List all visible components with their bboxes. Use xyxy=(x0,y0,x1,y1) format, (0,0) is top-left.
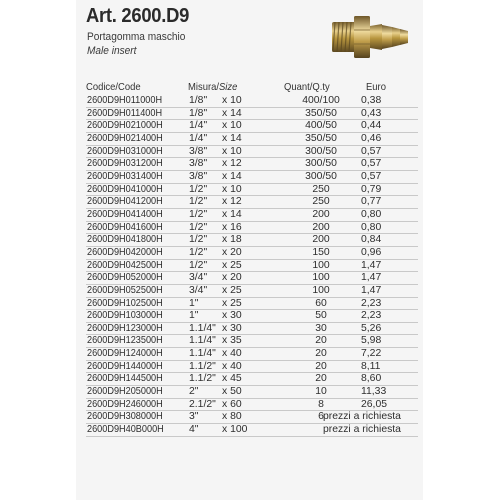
table-row xyxy=(86,323,418,336)
cell-thread-size: 3/8" xyxy=(189,170,208,182)
table-row xyxy=(86,310,418,323)
cell-hose-size: x 40 xyxy=(222,360,242,372)
cell-quantity: 400/100 xyxy=(302,95,340,106)
cell-hose-size: x 50 xyxy=(222,386,242,398)
article-title: Art. 2600.D9 xyxy=(86,5,190,27)
cell-hose-size: x 80 xyxy=(222,411,242,423)
table-row xyxy=(86,95,418,108)
cell-thread-size: 1.1/4" xyxy=(189,322,216,334)
cell-quantity: 250 xyxy=(312,183,330,195)
cell-quantity: 400/50 xyxy=(305,120,337,132)
cell-hose-size: x 30 xyxy=(222,322,242,334)
cell-quantity: 6 xyxy=(318,411,324,423)
cell-price: 0,43 xyxy=(361,107,382,119)
cell-price: 7,22 xyxy=(361,348,382,360)
cell-code: 2600D9H041600H xyxy=(87,221,163,233)
cell-hose-size: x 12 xyxy=(222,196,242,208)
table-row xyxy=(86,411,418,424)
table-row xyxy=(86,247,418,260)
cell-code: 2600D9H123000H xyxy=(87,322,163,334)
column-header-qty: Quant/Q.ty xyxy=(284,81,330,93)
cell-quantity: 100 xyxy=(312,272,330,284)
cell-quantity: 20 xyxy=(315,373,327,385)
cell-quantity: 200 xyxy=(312,221,330,233)
cell-quantity: 20 xyxy=(315,360,327,372)
cell-quantity: 200 xyxy=(312,234,330,246)
cell-thread-size: 1/4" xyxy=(189,120,208,132)
cell-hose-size: x 100 xyxy=(222,424,248,436)
cell-hose-size: x 10 xyxy=(222,183,242,195)
cell-thread-size: 1/2" xyxy=(189,246,208,258)
cell-hose-size: x 18 xyxy=(222,234,242,246)
cell-code: 2600D9H123500H xyxy=(87,335,163,347)
cell-code: 2600D9H042000H xyxy=(87,246,163,258)
table-row xyxy=(86,298,418,311)
cell-code: 2600D9H011400H xyxy=(87,107,163,119)
cell-hose-size: x 12 xyxy=(222,158,242,170)
cell-price: prezzi a richiesta xyxy=(323,411,401,423)
table-row xyxy=(86,260,418,273)
cell-hose-size: x 14 xyxy=(222,170,242,182)
table-row xyxy=(86,424,418,437)
cell-code: 2600D9H041800H xyxy=(87,234,163,246)
cell-code: 2600D9H021400H xyxy=(87,132,163,144)
table-row xyxy=(86,158,418,171)
cell-thread-size: 1/2" xyxy=(189,221,208,233)
cell-hose-size: x 10 xyxy=(222,120,242,132)
cell-price: 1,47 xyxy=(361,259,382,271)
cell-thread-size: 3/8" xyxy=(189,158,208,170)
cell-thread-size: 3/4" xyxy=(189,272,208,284)
cell-thread-size: 1/2" xyxy=(189,208,208,220)
cell-thread-size: 1/2" xyxy=(189,183,208,195)
cell-code: 2600D9H124000H xyxy=(87,348,163,360)
cell-price: 11,33 xyxy=(361,386,387,398)
cell-quantity: 8 xyxy=(318,398,324,410)
cell-price: 0,80 xyxy=(361,208,382,220)
cell-hose-size: x 16 xyxy=(222,221,242,233)
cell-code: 2600D9H052500H xyxy=(87,284,163,296)
table-row xyxy=(86,335,418,348)
table-row xyxy=(86,184,418,197)
cell-hose-size: x 35 xyxy=(222,335,242,347)
cell-code: 2600D9H021000H xyxy=(87,120,163,132)
table-row xyxy=(86,133,418,146)
column-header-misura: Misura/Size xyxy=(188,81,238,93)
cell-thread-size: 2.1/2" xyxy=(189,398,216,410)
cell-price: 26,05 xyxy=(361,398,388,410)
cell-code: 2600D9H031000H xyxy=(87,145,163,157)
cell-hose-size: x 14 xyxy=(222,208,242,220)
cell-code: 2600D9H052000H xyxy=(87,272,163,284)
cell-price: 2,23 xyxy=(361,297,382,309)
cell-hose-size: x 40 xyxy=(222,348,242,360)
cell-hose-size: x 14 xyxy=(222,107,242,119)
cell-thread-size: 2" xyxy=(189,386,199,398)
cell-price: 0,84 xyxy=(361,234,382,246)
cell-quantity: 30 xyxy=(315,322,327,334)
cell-quantity: 300/50 xyxy=(305,145,337,157)
table-row xyxy=(86,171,418,184)
cell-hose-size: x 10 xyxy=(222,145,242,157)
cell-hose-size: x 20 xyxy=(222,272,242,284)
cell-price: 0,80 xyxy=(361,221,382,233)
cell-thread-size: 1/2" xyxy=(189,234,208,246)
cell-thread-size: 1/4" xyxy=(189,132,208,144)
cell-price: 0,38 xyxy=(361,95,382,106)
table-row xyxy=(86,386,418,399)
cell-thread-size: 3/4" xyxy=(189,284,208,296)
cell-price: 5,26 xyxy=(361,322,382,334)
cell-hose-size: x 45 xyxy=(222,373,242,385)
cell-price: 2,23 xyxy=(361,310,382,322)
cell-price: 0,96 xyxy=(361,246,382,258)
cell-thread-size: 1" xyxy=(189,310,199,322)
cell-price: 0,57 xyxy=(361,158,382,170)
table-row xyxy=(86,272,418,285)
cell-price: 0,77 xyxy=(361,196,382,208)
cell-quantity: 250 xyxy=(312,196,330,208)
cell-code: 2600D9H40B000H xyxy=(87,424,164,436)
cell-thread-size: 1" xyxy=(189,297,199,309)
cell-quantity: 300/50 xyxy=(305,158,337,170)
brass-fitting-image xyxy=(330,8,410,66)
cell-thread-size: 3" xyxy=(189,411,199,423)
cell-quantity: 100 xyxy=(312,284,330,296)
cell-thread-size: 1.1/4" xyxy=(189,348,216,360)
cell-code: 2600D9H041000H xyxy=(87,183,163,195)
cell-price: 0,79 xyxy=(361,183,382,195)
table-row xyxy=(86,399,418,412)
cell-quantity: 20 xyxy=(315,348,327,360)
cell-thread-size: 1/8" xyxy=(189,107,208,119)
cell-quantity: 150 xyxy=(312,246,330,258)
table-row xyxy=(86,209,418,222)
cell-thread-size: 1/2" xyxy=(189,196,208,208)
table-row xyxy=(86,222,418,235)
table-row xyxy=(86,373,418,386)
cell-quantity: 350/50 xyxy=(305,132,337,144)
cell-hose-size: x 14 xyxy=(222,132,242,144)
table-row xyxy=(86,361,418,374)
cell-thread-size: 4" xyxy=(189,424,199,436)
cell-hose-size: x 25 xyxy=(222,297,242,309)
cell-price: 0,46 xyxy=(361,132,382,144)
column-header-code: Codice/Code xyxy=(86,81,141,93)
price-table xyxy=(86,95,418,437)
cell-thread-size: 1.1/2" xyxy=(189,360,216,372)
cell-code: 2600D9H205000H xyxy=(87,386,163,398)
table-row xyxy=(86,234,418,247)
cell-price: 5,98 xyxy=(361,335,382,347)
cell-hose-size: x 20 xyxy=(222,246,242,258)
cell-price: 0,44 xyxy=(361,120,382,132)
cell-code: 2600D9H308000H xyxy=(87,411,163,423)
table-row xyxy=(86,108,418,121)
cell-quantity: 100 xyxy=(312,259,330,271)
cell-code: 2600D9H041200H xyxy=(87,196,163,208)
cell-code: 2600D9H031200H xyxy=(87,158,163,170)
cell-thread-size: 1/8" xyxy=(189,95,208,106)
cell-code: 2600D9H144500H xyxy=(87,373,163,385)
cell-price: 8,60 xyxy=(361,373,382,385)
cell-hose-size: x 25 xyxy=(222,259,242,271)
cell-hose-size: x 30 xyxy=(222,310,242,322)
cell-price: prezzi a richiesta xyxy=(323,424,401,436)
table-row xyxy=(86,285,418,298)
cell-code: 2600D9H042500H xyxy=(87,259,163,271)
cell-code: 2600D9H103000H xyxy=(87,310,163,322)
cell-quantity: 350/50 xyxy=(305,107,337,119)
cell-thread-size: 1.1/4" xyxy=(189,335,216,347)
cell-price: 1,47 xyxy=(361,284,382,296)
cell-price: 0,57 xyxy=(361,145,382,157)
cell-price: 0,57 xyxy=(361,170,382,182)
cell-quantity: 200 xyxy=(312,208,330,220)
cell-thread-size: 1.1/2" xyxy=(189,373,216,385)
cell-price: 8,11 xyxy=(361,360,381,372)
cell-quantity: 300/50 xyxy=(305,170,337,182)
cell-thread-size: 1/2" xyxy=(189,259,208,271)
table-row xyxy=(86,196,418,209)
table-row xyxy=(86,348,418,361)
cell-quantity: 50 xyxy=(315,310,327,322)
cell-code: 2600D9H041400H xyxy=(87,208,163,220)
cell-code: 2600D9H011000H xyxy=(87,95,163,106)
cell-quantity: 10 xyxy=(315,386,327,398)
cell-code: 2600D9H246000H xyxy=(87,398,163,410)
table-row xyxy=(86,120,418,133)
cell-code: 2600D9H144000H xyxy=(87,360,163,372)
cell-hose-size: x 10 xyxy=(222,95,242,106)
column-header-euro: Euro xyxy=(366,81,386,93)
article-subtitle-english: Male insert xyxy=(87,45,137,57)
cell-thread-size: 3/8" xyxy=(189,145,208,157)
article-subtitle: Portagomma maschio xyxy=(87,31,186,43)
cell-code: 2600D9H031400H xyxy=(87,170,163,182)
cell-hose-size: x 25 xyxy=(222,284,242,296)
table-row xyxy=(86,146,418,159)
cell-price: 1,47 xyxy=(361,272,382,284)
cell-hose-size: x 60 xyxy=(222,398,242,410)
cell-code: 2600D9H102500H xyxy=(87,297,163,309)
cell-quantity: 60 xyxy=(315,297,327,309)
cell-quantity: 20 xyxy=(315,335,327,347)
